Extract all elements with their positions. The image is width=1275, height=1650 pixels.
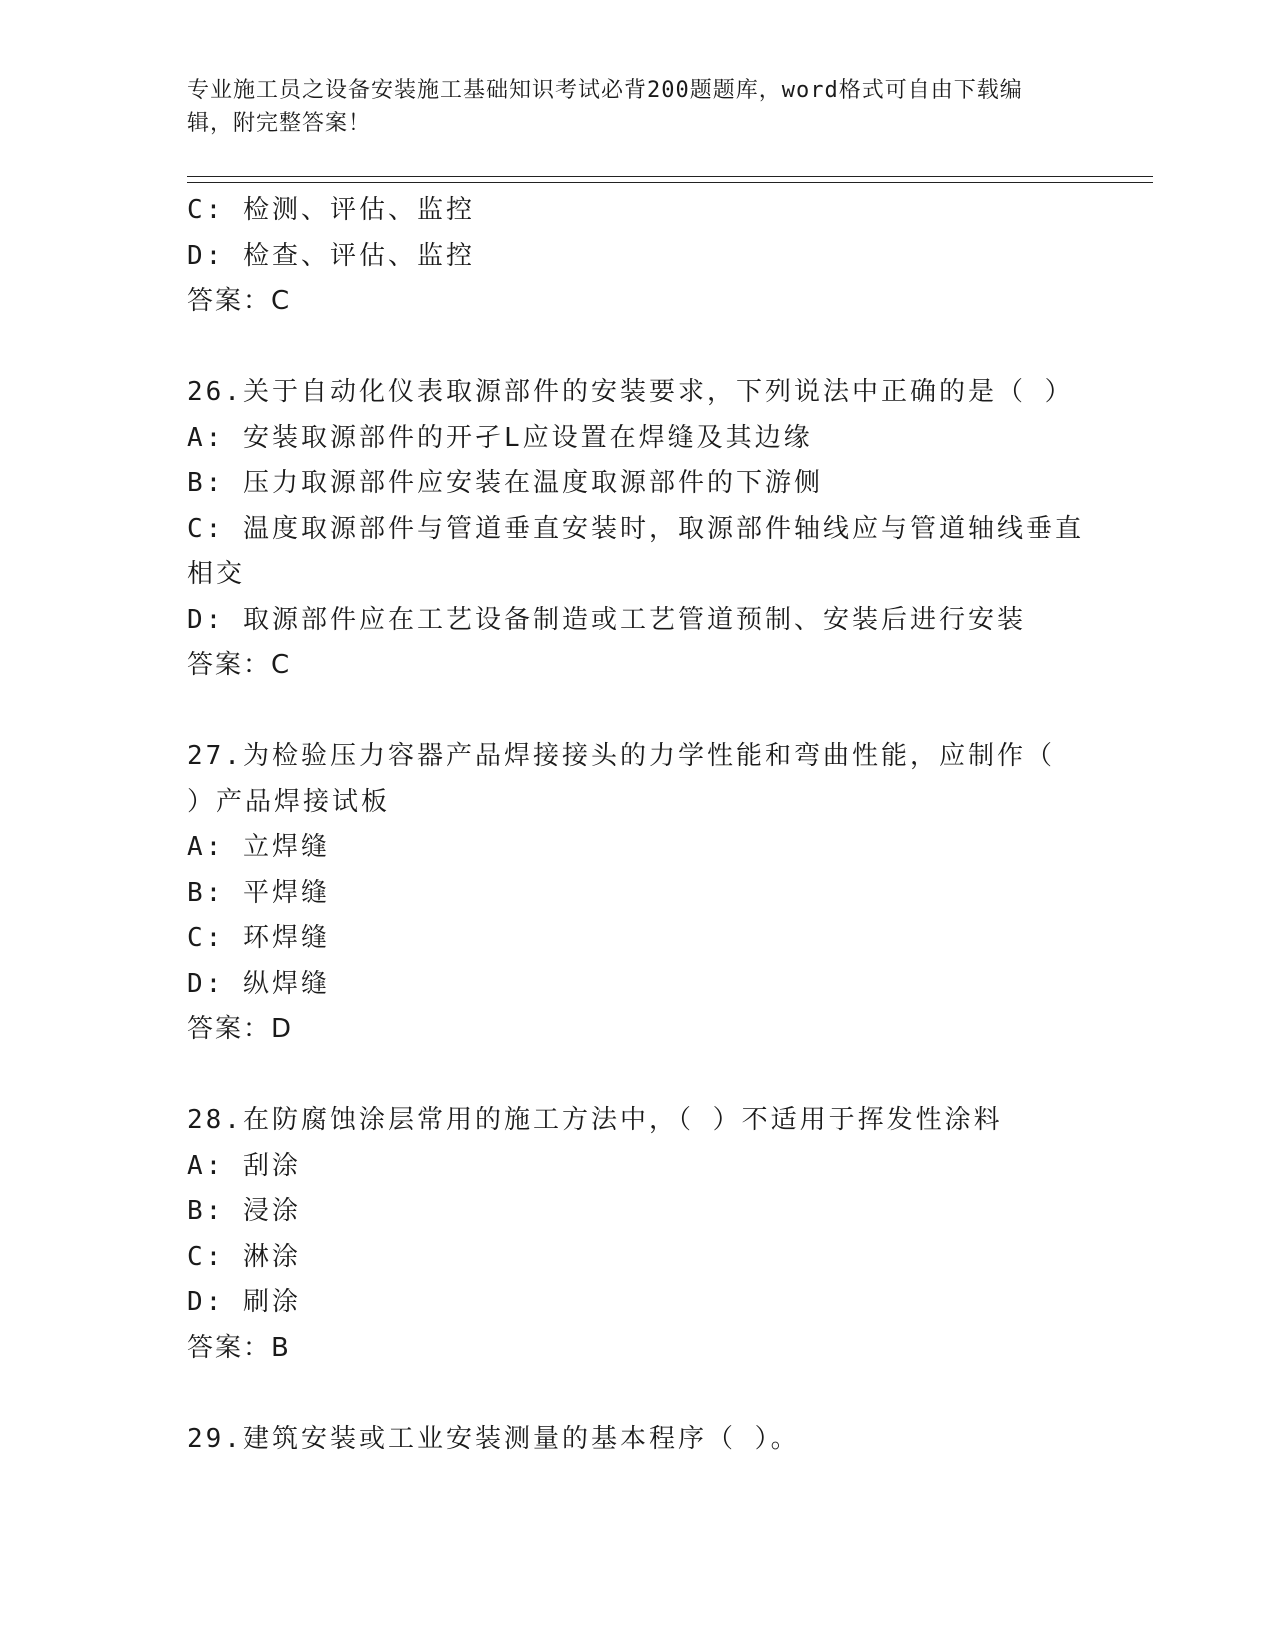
- option-line-continued: 相交: [187, 559, 246, 589]
- option-line: B: 平焊缝: [187, 877, 330, 908]
- question-text: 27.为检验压力容器产品焊接接头的力学性能和弯曲性能，应制作（: [187, 741, 1055, 771]
- header-title: 专业施工员之设备安装施工基础知识考试必背200题题库，word格式可自由下载编辑，附完整答案！: [187, 78, 1023, 136]
- document-header: [187, 74, 1067, 140]
- option-line: C: 温度取源部件与管道垂直安装时，取源部件轴线应与管道轴线垂直: [187, 513, 1084, 544]
- option-line: C: 淋涂: [187, 1241, 301, 1272]
- spacer: [187, 325, 1087, 371]
- option-line: C: 检测、评估、监控: [187, 195, 475, 225]
- answer-line: 答案：C: [187, 650, 292, 680]
- question-text: 28.在防腐蚀涂层常用的施工方法中，（ ）不适用于挥发性涂料: [187, 1105, 1003, 1135]
- option-line: D: 刷涂: [187, 1287, 301, 1317]
- question-text-continued: ）产品焊接试板: [187, 786, 391, 817]
- question-block: [187, 1098, 1087, 1371]
- spacer: [187, 689, 1087, 735]
- question-text: 29.建筑安装或工业安装测量的基本程序（ ）。: [187, 1423, 800, 1454]
- answer-line: 答案：B: [187, 1332, 291, 1363]
- question-block: [187, 370, 1087, 689]
- option-line: B: 压力取源部件应安装在温度取源部件的下游侧: [187, 468, 823, 498]
- option-line: A: 安装取源部件的开孑L应设置在焊缝及其边缘: [187, 422, 813, 453]
- question-list: [187, 188, 1087, 1462]
- question-block: [187, 1417, 1087, 1463]
- question-block: [187, 734, 1087, 1053]
- option-line: D: 检查、评估、监控: [187, 240, 475, 271]
- spacer: [187, 1371, 1087, 1417]
- option-line: A: 刮涂: [187, 1150, 301, 1181]
- option-line: A: 立焊缝: [187, 832, 330, 862]
- spacer: [187, 1053, 1087, 1099]
- answer-line: 答案：D: [187, 1014, 294, 1044]
- header-rule-bottom: [187, 182, 1153, 183]
- option-line: D: 纵焊缝: [187, 968, 330, 999]
- option-line: C: 环焊缝: [187, 923, 330, 953]
- header-rule-top: [187, 176, 1153, 177]
- question-block: [187, 188, 1087, 325]
- question-text: 26.关于自动化仪表取源部件的安装要求，下列说法中正确的是（ ）: [187, 377, 1074, 407]
- option-line: B: 浸涂: [187, 1196, 301, 1226]
- answer-line: 答案：C: [187, 286, 292, 316]
- option-line: D: 取源部件应在工艺设备制造或工艺管道预制、安装后进行安装: [187, 604, 1026, 635]
